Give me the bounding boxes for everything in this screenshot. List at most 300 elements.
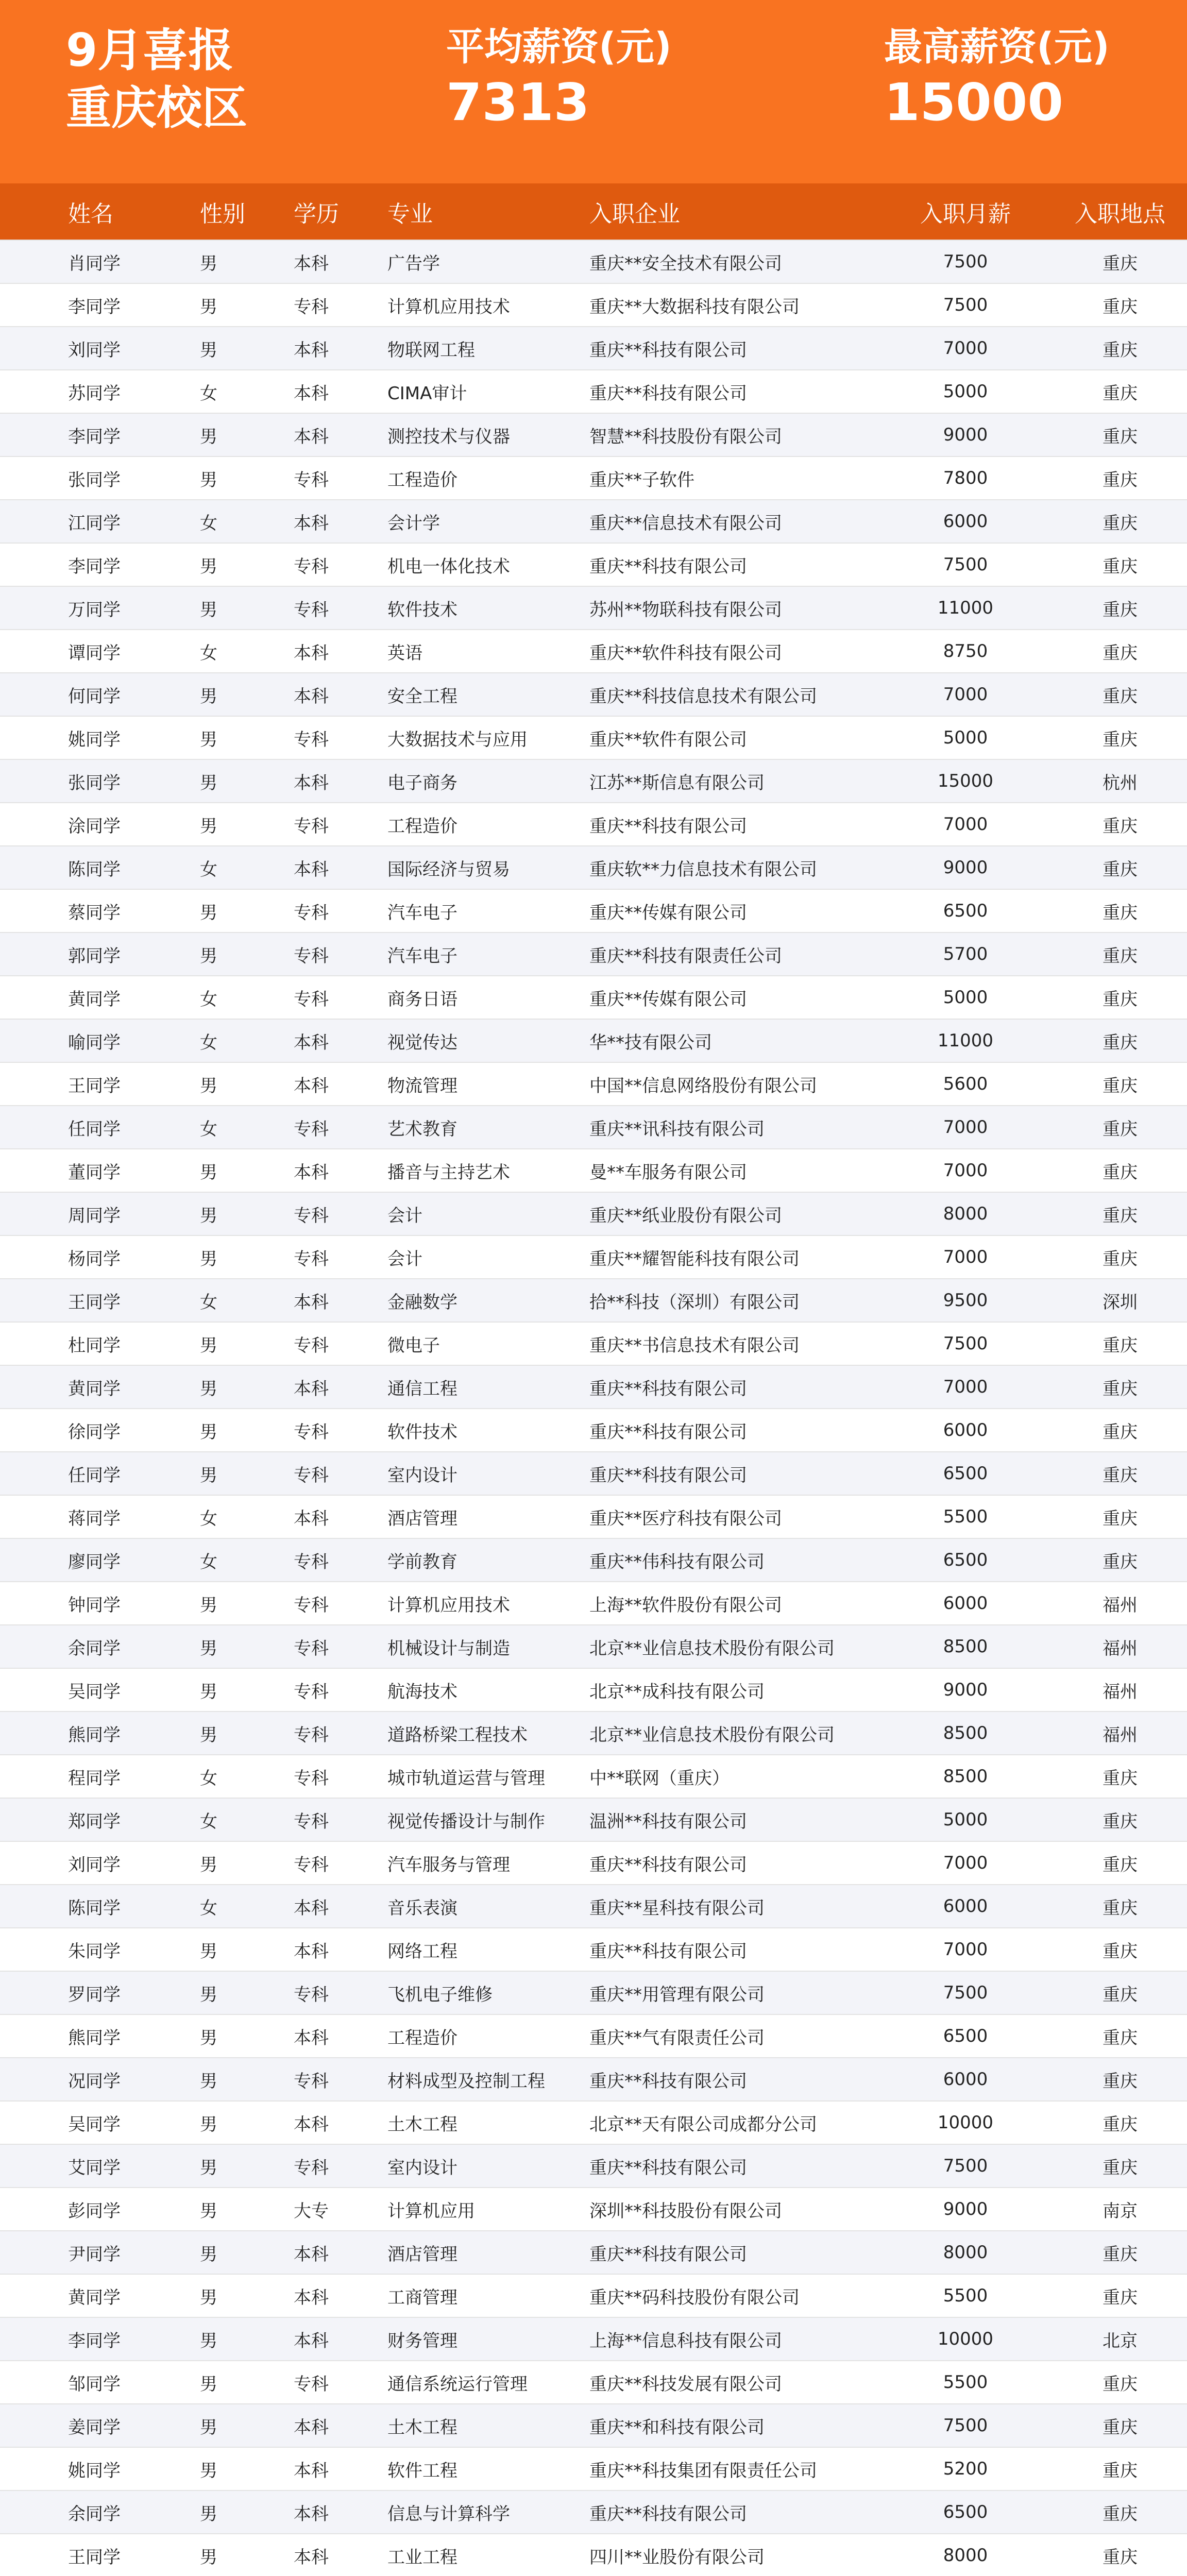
cell-major: 汽车电子 xyxy=(368,933,562,976)
cell-education: 本科 xyxy=(270,846,368,889)
cell-company: 重庆**科技有限责任公司 xyxy=(562,933,878,976)
cell-major: 计算机应用技术 xyxy=(368,283,562,327)
cell-education: 本科 xyxy=(270,759,368,803)
cell-salary: 7500 xyxy=(878,1322,1053,1365)
cell-major: 电子商务 xyxy=(368,759,562,803)
cell-city: 重庆 xyxy=(1053,500,1187,543)
cell-company: 重庆**星科技有限公司 xyxy=(562,1885,878,1928)
cell-education: 专科 xyxy=(270,1452,368,1495)
cell-salary: 8000 xyxy=(878,2231,1053,2274)
cell-major: 英语 xyxy=(368,630,562,673)
cell-name: 吴同学 xyxy=(0,2101,150,2144)
cell-name: 王同学 xyxy=(0,1062,150,1106)
cell-company: 华**技有限公司 xyxy=(562,1019,878,1062)
cell-gender: 男 xyxy=(150,327,270,370)
table-row xyxy=(0,1192,1187,1235)
cell-education: 本科 xyxy=(270,1928,368,1971)
cell-education: 本科 xyxy=(270,2274,368,2317)
cell-salary: 7000 xyxy=(878,1365,1053,1409)
cell-education: 专科 xyxy=(270,976,368,1019)
table-row xyxy=(0,1668,1187,1711)
cell-salary: 7500 xyxy=(878,240,1053,283)
table-row xyxy=(0,1971,1187,2014)
cell-company: 重庆**科技有限公司 xyxy=(562,2490,878,2534)
cell-salary: 7000 xyxy=(878,673,1053,716)
cell-name: 徐同学 xyxy=(0,1409,150,1452)
cell-name: 蔡同学 xyxy=(0,889,150,933)
cell-education: 本科 xyxy=(270,1019,368,1062)
cell-name: 钟同学 xyxy=(0,1582,150,1625)
cell-salary: 9500 xyxy=(878,1279,1053,1322)
cell-education: 本科 xyxy=(270,630,368,673)
cell-education: 专科 xyxy=(270,1798,368,1841)
cell-company: 江苏**斯信息有限公司 xyxy=(562,759,878,803)
table-row xyxy=(0,759,1187,803)
cell-major: 土木工程 xyxy=(368,2101,562,2144)
cell-gender: 男 xyxy=(150,2231,270,2274)
cell-city: 重庆 xyxy=(1053,1019,1187,1062)
cell-gender: 女 xyxy=(150,1538,270,1582)
cell-major: 视觉传达 xyxy=(368,1019,562,1062)
cell-gender: 男 xyxy=(150,413,270,456)
cell-city: 重庆 xyxy=(1053,1495,1187,1538)
cell-major: 城市轨道运营与管理 xyxy=(368,1755,562,1798)
cell-major: 大数据技术与应用 xyxy=(368,716,562,759)
cell-city: 重庆 xyxy=(1053,2274,1187,2317)
cell-gender: 男 xyxy=(150,803,270,846)
header-gender: 性别 xyxy=(200,200,245,227)
cell-salary: 5500 xyxy=(878,2274,1053,2317)
cell-education: 专科 xyxy=(270,933,368,976)
cell-salary: 6000 xyxy=(878,1409,1053,1452)
cell-gender: 男 xyxy=(150,1062,270,1106)
table-row xyxy=(0,933,1187,976)
cell-salary: 7000 xyxy=(878,1841,1053,1885)
cell-education: 专科 xyxy=(270,2144,368,2188)
table-row xyxy=(0,2188,1187,2231)
table-row xyxy=(0,327,1187,370)
table-row xyxy=(0,673,1187,716)
cell-major: 播音与主持艺术 xyxy=(368,1149,562,1192)
cell-major: 物联网工程 xyxy=(368,327,562,370)
cell-city: 重庆 xyxy=(1053,803,1187,846)
cell-major: 金融数学 xyxy=(368,1279,562,1322)
cell-gender: 男 xyxy=(150,1625,270,1668)
cell-city: 重庆 xyxy=(1053,1409,1187,1452)
cell-gender: 男 xyxy=(150,1409,270,1452)
cell-salary: 6500 xyxy=(878,889,1053,933)
cell-name: 杨同学 xyxy=(0,1235,150,1279)
cell-name: 张同学 xyxy=(0,456,150,500)
cell-major: 网络工程 xyxy=(368,1928,562,1971)
cell-city: 重庆 xyxy=(1053,1928,1187,1971)
cell-gender: 男 xyxy=(150,1668,270,1711)
cell-salary: 6000 xyxy=(878,2058,1053,2101)
cell-city: 重庆 xyxy=(1053,1235,1187,1279)
cell-name: 黄同学 xyxy=(0,976,150,1019)
cell-salary: 7500 xyxy=(878,2144,1053,2188)
cell-gender: 男 xyxy=(150,1971,270,2014)
cell-major: 工程造价 xyxy=(368,803,562,846)
table-header-row xyxy=(0,183,1187,240)
cell-company: 重庆**科技有限公司 xyxy=(562,2058,878,2101)
cell-company: 重庆**大数据科技有限公司 xyxy=(562,283,878,327)
cell-city: 重庆 xyxy=(1053,2490,1187,2534)
table-row xyxy=(0,2101,1187,2144)
cell-salary: 6000 xyxy=(878,1885,1053,1928)
cell-education: 本科 xyxy=(270,2317,368,2361)
cell-salary: 6500 xyxy=(878,2490,1053,2534)
table-row xyxy=(0,1279,1187,1322)
cell-gender: 男 xyxy=(150,543,270,586)
cell-name: 何同学 xyxy=(0,673,150,716)
cell-gender: 男 xyxy=(150,673,270,716)
cell-education: 专科 xyxy=(270,1235,368,1279)
cell-salary: 8750 xyxy=(878,630,1053,673)
cell-company: 北京**业信息技术股份有限公司 xyxy=(562,1625,878,1668)
cell-salary: 8500 xyxy=(878,1625,1053,1668)
table-row xyxy=(0,1452,1187,1495)
table-row xyxy=(0,1625,1187,1668)
cell-gender: 男 xyxy=(150,2447,270,2490)
cell-city: 重庆 xyxy=(1053,976,1187,1019)
cell-company: 重庆软**力信息技术有限公司 xyxy=(562,846,878,889)
cell-city: 重庆 xyxy=(1053,456,1187,500)
cell-education: 本科 xyxy=(270,327,368,370)
cell-name: 姚同学 xyxy=(0,2447,150,2490)
cell-major: 音乐表演 xyxy=(368,1885,562,1928)
cell-company: 重庆**和科技有限公司 xyxy=(562,2404,878,2447)
cell-major: 汽车服务与管理 xyxy=(368,1841,562,1885)
cell-city: 重庆 xyxy=(1053,716,1187,759)
cell-salary: 6000 xyxy=(878,500,1053,543)
table-row xyxy=(0,1495,1187,1538)
cell-major: 软件技术 xyxy=(368,586,562,630)
cell-city: 杭州 xyxy=(1053,759,1187,803)
cell-gender: 男 xyxy=(150,1192,270,1235)
cell-name: 黄同学 xyxy=(0,1365,150,1409)
cell-name: 尹同学 xyxy=(0,2231,150,2274)
cell-salary: 8000 xyxy=(878,2534,1053,2576)
cell-education: 本科 xyxy=(270,2404,368,2447)
table-row xyxy=(0,2058,1187,2101)
cell-salary: 5000 xyxy=(878,1798,1053,1841)
table-row xyxy=(0,1538,1187,1582)
table-row xyxy=(0,1322,1187,1365)
table-row xyxy=(0,1019,1187,1062)
cell-name: 王同学 xyxy=(0,1279,150,1322)
cell-name: 姜同学 xyxy=(0,2404,150,2447)
cell-major: 国际经济与贸易 xyxy=(368,846,562,889)
cell-company: 重庆**信息技术有限公司 xyxy=(562,500,878,543)
cell-name: 郭同学 xyxy=(0,933,150,976)
cell-salary: 10000 xyxy=(878,2317,1053,2361)
cell-gender: 男 xyxy=(150,456,270,500)
cell-education: 专科 xyxy=(270,1409,368,1452)
cell-education: 本科 xyxy=(270,2014,368,2058)
cell-gender: 男 xyxy=(150,1149,270,1192)
cell-major: 视觉传播设计与制作 xyxy=(368,1798,562,1841)
cell-education: 专科 xyxy=(270,1322,368,1365)
cell-company: 重庆**传媒有限公司 xyxy=(562,976,878,1019)
cell-name: 苏同学 xyxy=(0,370,150,413)
cell-city: 重庆 xyxy=(1053,2447,1187,2490)
cell-company: 重庆**伟科技有限公司 xyxy=(562,1538,878,1582)
cell-name: 陈同学 xyxy=(0,846,150,889)
cell-gender: 女 xyxy=(150,500,270,543)
cell-salary: 11000 xyxy=(878,586,1053,630)
cell-gender: 男 xyxy=(150,889,270,933)
table-row xyxy=(0,1798,1187,1841)
cell-city: 重庆 xyxy=(1053,586,1187,630)
cell-major: 通信系统运行管理 xyxy=(368,2361,562,2404)
cell-education: 专科 xyxy=(270,2361,368,2404)
cell-company: 重庆**用管理有限公司 xyxy=(562,1971,878,2014)
cell-education: 本科 xyxy=(270,1279,368,1322)
cell-salary: 9000 xyxy=(878,2188,1053,2231)
banner-title-campus: 重庆校区 xyxy=(66,81,248,134)
cell-major: 室内设计 xyxy=(368,1452,562,1495)
cell-city: 重庆 xyxy=(1053,1798,1187,1841)
cell-major: 材料成型及控制工程 xyxy=(368,2058,562,2101)
cell-company: 上海**软件股份有限公司 xyxy=(562,1582,878,1625)
table-row xyxy=(0,1062,1187,1106)
cell-name: 谭同学 xyxy=(0,630,150,673)
table-row xyxy=(0,370,1187,413)
cell-gender: 男 xyxy=(150,1928,270,1971)
cell-city: 重庆 xyxy=(1053,1192,1187,1235)
table-row xyxy=(0,1711,1187,1755)
cell-company: 重庆**科技发展有限公司 xyxy=(562,2361,878,2404)
cell-city: 福州 xyxy=(1053,1625,1187,1668)
cell-education: 专科 xyxy=(270,1841,368,1885)
cell-education: 专科 xyxy=(270,1192,368,1235)
cell-education: 本科 xyxy=(270,1495,368,1538)
cell-education: 本科 xyxy=(270,1885,368,1928)
cell-company: 重庆**码科技股份有限公司 xyxy=(562,2274,878,2317)
cell-city: 重庆 xyxy=(1053,2144,1187,2188)
cell-education: 专科 xyxy=(270,283,368,327)
cell-name: 杜同学 xyxy=(0,1322,150,1365)
report-banner xyxy=(0,0,1187,183)
cell-name: 刘同学 xyxy=(0,327,150,370)
cell-salary: 8000 xyxy=(878,1192,1053,1235)
cell-city: 重庆 xyxy=(1053,1106,1187,1149)
cell-salary: 7500 xyxy=(878,1971,1053,2014)
cell-name: 李同学 xyxy=(0,283,150,327)
cell-education: 本科 xyxy=(270,2231,368,2274)
table-row xyxy=(0,1365,1187,1409)
cell-company: 重庆**安全技术有限公司 xyxy=(562,240,878,283)
table-row xyxy=(0,2317,1187,2361)
cell-name: 李同学 xyxy=(0,2317,150,2361)
cell-company: 重庆**书信息技术有限公司 xyxy=(562,1322,878,1365)
table-row xyxy=(0,543,1187,586)
cell-major: 软件工程 xyxy=(368,2447,562,2490)
cell-city: 重庆 xyxy=(1053,2058,1187,2101)
cell-name: 况同学 xyxy=(0,2058,150,2101)
cell-education: 专科 xyxy=(270,716,368,759)
cell-name: 熊同学 xyxy=(0,2014,150,2058)
cell-name: 余同学 xyxy=(0,1625,150,1668)
cell-salary: 7500 xyxy=(878,543,1053,586)
cell-name: 郑同学 xyxy=(0,1798,150,1841)
cell-name: 肖同学 xyxy=(0,240,150,283)
cell-gender: 男 xyxy=(150,1452,270,1495)
cell-gender: 男 xyxy=(150,1711,270,1755)
cell-city: 重庆 xyxy=(1053,630,1187,673)
cell-education: 专科 xyxy=(270,1668,368,1711)
cell-city: 重庆 xyxy=(1053,673,1187,716)
cell-name: 熊同学 xyxy=(0,1711,150,1755)
cell-education: 专科 xyxy=(270,1755,368,1798)
cell-company: 重庆**科技有限公司 xyxy=(562,1365,878,1409)
table-row xyxy=(0,1885,1187,1928)
cell-company: 重庆**软件科技有限公司 xyxy=(562,630,878,673)
cell-major: 计算机应用技术 xyxy=(368,1582,562,1625)
cell-name: 陈同学 xyxy=(0,1885,150,1928)
cell-name: 吴同学 xyxy=(0,1668,150,1711)
cell-gender: 男 xyxy=(150,2404,270,2447)
cell-education: 专科 xyxy=(270,1711,368,1755)
cell-education: 专科 xyxy=(270,543,368,586)
cell-gender: 男 xyxy=(150,2188,270,2231)
cell-city: 重庆 xyxy=(1053,1322,1187,1365)
cell-salary: 10000 xyxy=(878,2101,1053,2144)
table-row xyxy=(0,1235,1187,1279)
cell-city: 重庆 xyxy=(1053,240,1187,283)
cell-education: 专科 xyxy=(270,2058,368,2101)
cell-gender: 男 xyxy=(150,2144,270,2188)
table-row xyxy=(0,2144,1187,2188)
cell-name: 任同学 xyxy=(0,1452,150,1495)
cell-gender: 男 xyxy=(150,283,270,327)
cell-company: 重庆**科技有限公司 xyxy=(562,2231,878,2274)
cell-city: 重庆 xyxy=(1053,2534,1187,2576)
cell-salary: 6000 xyxy=(878,1582,1053,1625)
cell-name: 张同学 xyxy=(0,759,150,803)
cell-education: 本科 xyxy=(270,370,368,413)
cell-company: 北京**业信息技术股份有限公司 xyxy=(562,1711,878,1755)
avg-salary-value: 7313 xyxy=(446,72,590,132)
cell-gender: 男 xyxy=(150,1365,270,1409)
cell-major: 测控技术与仪器 xyxy=(368,413,562,456)
cell-gender: 女 xyxy=(150,976,270,1019)
cell-major: 机械设计与制造 xyxy=(368,1625,562,1668)
cell-major: 信息与计算科学 xyxy=(368,2490,562,2534)
cell-name: 彭同学 xyxy=(0,2188,150,2231)
table-row xyxy=(0,2404,1187,2447)
header-name: 姓名 xyxy=(68,200,113,227)
cell-company: 曼**车服务有限公司 xyxy=(562,1149,878,1192)
cell-major: 工程造价 xyxy=(368,456,562,500)
cell-city: 重庆 xyxy=(1053,543,1187,586)
cell-salary: 9000 xyxy=(878,1668,1053,1711)
cell-company: 中**联网（重庆） xyxy=(562,1755,878,1798)
cell-gender: 男 xyxy=(150,2274,270,2317)
cell-city: 重庆 xyxy=(1053,1365,1187,1409)
cell-major: 道路桥梁工程技术 xyxy=(368,1711,562,1755)
table-row xyxy=(0,976,1187,1019)
cell-city: 重庆 xyxy=(1053,1062,1187,1106)
cell-company: 重庆**科技集团有限责任公司 xyxy=(562,2447,878,2490)
header-city: 入职地点 xyxy=(1075,200,1165,227)
cell-education: 专科 xyxy=(270,456,368,500)
cell-city: 重庆 xyxy=(1053,2014,1187,2058)
cell-city: 重庆 xyxy=(1053,370,1187,413)
cell-city: 重庆 xyxy=(1053,1755,1187,1798)
cell-name: 任同学 xyxy=(0,1106,150,1149)
cell-major: 会计学 xyxy=(368,500,562,543)
header-company: 入职企业 xyxy=(589,200,680,227)
cell-major: 酒店管理 xyxy=(368,2231,562,2274)
cell-company: 重庆**科技有限公司 xyxy=(562,1928,878,1971)
cell-city: 重庆 xyxy=(1053,413,1187,456)
table-row xyxy=(0,2014,1187,2058)
cell-name: 余同学 xyxy=(0,2490,150,2534)
cell-name: 涂同学 xyxy=(0,803,150,846)
cell-name: 李同学 xyxy=(0,413,150,456)
cell-education: 专科 xyxy=(270,1971,368,2014)
cell-name: 姚同学 xyxy=(0,716,150,759)
cell-gender: 女 xyxy=(150,1798,270,1841)
cell-gender: 女 xyxy=(150,630,270,673)
cell-gender: 男 xyxy=(150,2058,270,2101)
cell-company: 温洲**科技有限公司 xyxy=(562,1798,878,1841)
cell-major: 航海技术 xyxy=(368,1668,562,1711)
cell-education: 专科 xyxy=(270,586,368,630)
cell-company: 深圳**科技股份有限公司 xyxy=(562,2188,878,2231)
cell-education: 本科 xyxy=(270,413,368,456)
cell-company: 北京**成科技有限公司 xyxy=(562,1668,878,1711)
cell-salary: 5500 xyxy=(878,2361,1053,2404)
cell-salary: 7000 xyxy=(878,1106,1053,1149)
cell-major: CIMA审计 xyxy=(368,370,562,413)
cell-city: 重庆 xyxy=(1053,1885,1187,1928)
cell-salary: 15000 xyxy=(878,759,1053,803)
cell-name: 江同学 xyxy=(0,500,150,543)
table-row xyxy=(0,716,1187,759)
cell-company: 重庆**子软件 xyxy=(562,456,878,500)
cell-name: 程同学 xyxy=(0,1755,150,1798)
cell-city: 重庆 xyxy=(1053,933,1187,976)
max-salary-label: 最高薪资(元) xyxy=(884,25,1110,69)
cell-city: 南京 xyxy=(1053,2188,1187,2231)
cell-gender: 男 xyxy=(150,2361,270,2404)
cell-salary: 5000 xyxy=(878,716,1053,759)
cell-gender: 女 xyxy=(150,1106,270,1149)
cell-gender: 女 xyxy=(150,1495,270,1538)
cell-salary: 8500 xyxy=(878,1711,1053,1755)
cell-company: 重庆**科技有限公司 xyxy=(562,1409,878,1452)
cell-gender: 男 xyxy=(150,933,270,976)
table-row xyxy=(0,2447,1187,2490)
cell-education: 本科 xyxy=(270,240,368,283)
table-row xyxy=(0,803,1187,846)
header-education: 学历 xyxy=(294,200,339,227)
banner-title-month: 9月喜报 xyxy=(66,24,234,77)
cell-city: 重庆 xyxy=(1053,2231,1187,2274)
cell-gender: 男 xyxy=(150,2101,270,2144)
cell-major: 艺术教育 xyxy=(368,1106,562,1149)
cell-city: 重庆 xyxy=(1053,2361,1187,2404)
cell-city: 福州 xyxy=(1053,1582,1187,1625)
cell-education: 本科 xyxy=(270,1149,368,1192)
cell-salary: 6500 xyxy=(878,1452,1053,1495)
cell-company: 重庆**科技有限公司 xyxy=(562,803,878,846)
cell-education: 专科 xyxy=(270,1582,368,1625)
cell-name: 黄同学 xyxy=(0,2274,150,2317)
